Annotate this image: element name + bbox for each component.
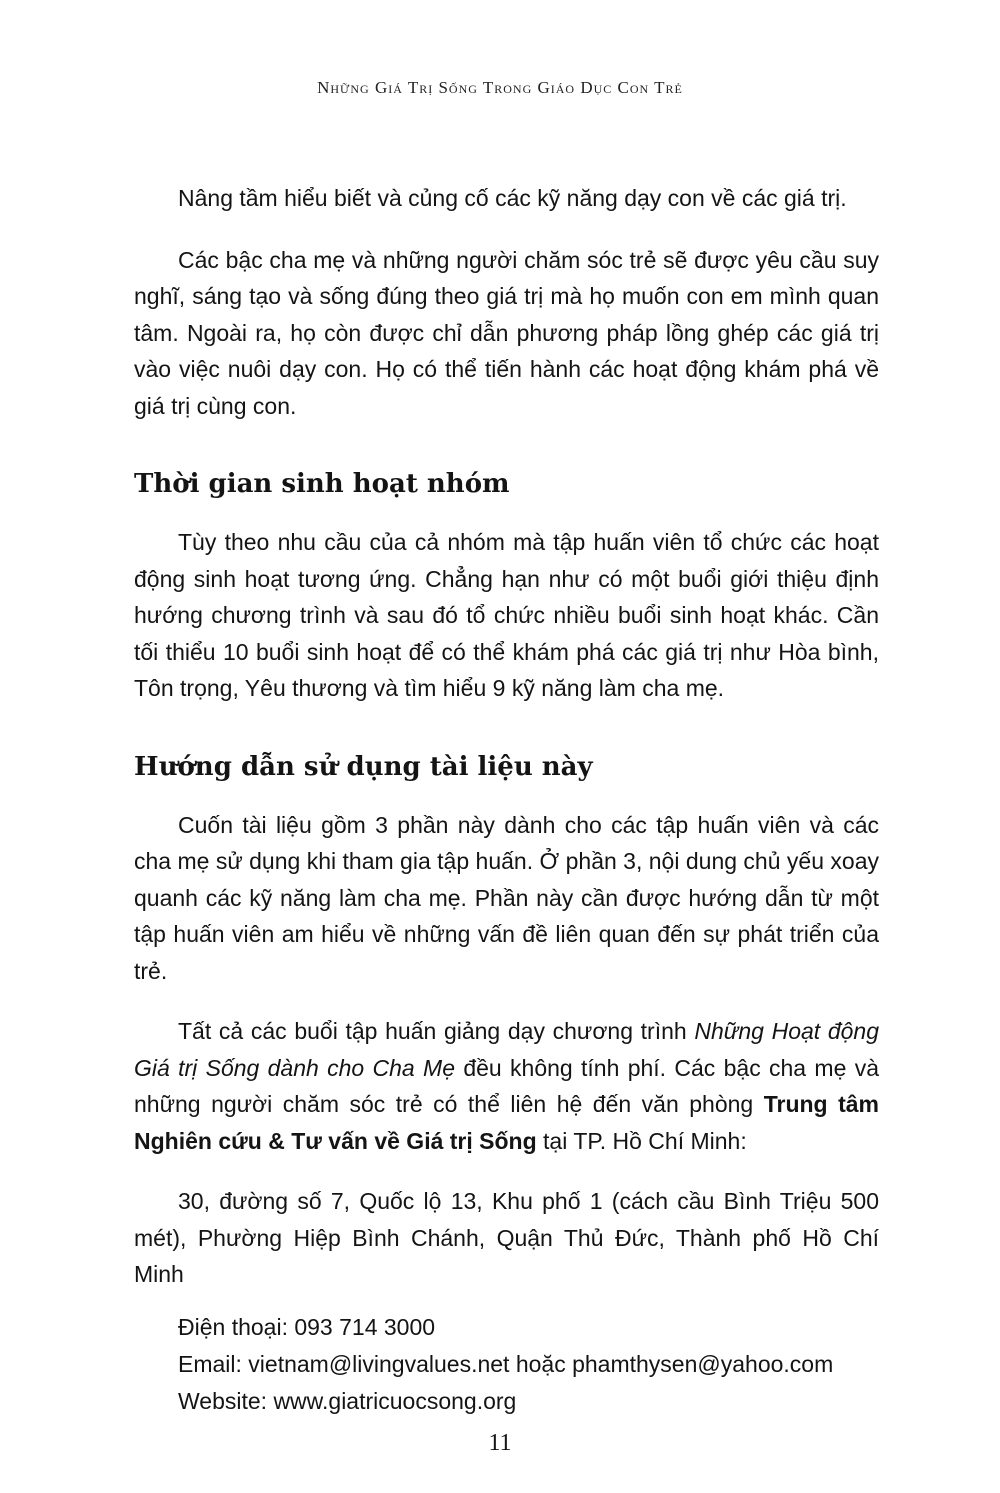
free-training-text-end: tại TP. Hồ Chí Minh: xyxy=(536,1127,747,1154)
free-training-paragraph xyxy=(134,1013,879,1159)
contact-phone: Điện thoại: 093 714 3000 xyxy=(178,1313,436,1340)
how-to-use-paragraph: Cuốn tài liệu gồm 3 phần này dành cho các tập huấn viên và các cha mẹ sử dụng khi tham gia tập huấn. Ở phần 3, nội dung chủ yếu xoay quanh các kỹ năng làm cha mẹ. Phần này cần được hướng dẫn từ một tập huấn viên am hiểu về những vấn đề liên quan đến sự phát triển của trẻ. xyxy=(134,811,879,984)
contact-email: Email: vietnam@livingvalues.net hoặc phamthysen@yahoo.com xyxy=(178,1350,834,1377)
contact-block xyxy=(134,1309,879,1420)
page-body xyxy=(134,180,879,1420)
contact-website: Website: www.giatricuocsong.org xyxy=(178,1387,517,1414)
address-paragraph: 30, đường số 7, Quốc lộ 13, Khu phố 1 (cách cầu Bình Triệu 500 mét), Phường Hiệp Bình Chánh, Quận Thủ Đức, Thành phố Hồ Chí Minh xyxy=(134,1188,879,1287)
free-training-text-start: Tất cả các buổi tập huấn giảng dạy chương trình xyxy=(178,1018,695,1044)
page-number: 11 xyxy=(488,1430,512,1456)
running-header: Những Giá Trị Sống Trong Giáo Dục Con Trẻ xyxy=(317,78,683,97)
free-training-text-mid: đều không tính phí. Các bậc cha mẹ và những người chăm sóc trẻ có thể liên hệ đến văn phòng xyxy=(134,1054,879,1117)
section-heading-how-to-use: Hướng dẫn sử dụng tài liệu này xyxy=(134,751,593,782)
section-heading-group-time: Thời gian sinh hoạt nhóm xyxy=(134,469,510,499)
intro-line: Nâng tầm hiểu biết và củng cố các kỹ năng dạy con về các giá trị. xyxy=(178,185,847,211)
intro-paragraph: Các bậc cha mẹ và những người chăm sóc trẻ sẽ được yêu cầu suy nghĩ, sáng tạo và sống đúng theo giá trị mà họ muốn con em mình quan tâm. Ngoài ra, họ còn được chỉ dẫn phương pháp lồng ghép các giá trị vào việc nuôi dạy con. Họ có thể tiến hành các hoạt động khám phá về giá trị cùng con. xyxy=(134,246,879,419)
program-title: Những Hoạt động Giá trị Sống dành cho Cha Mẹ xyxy=(134,1018,880,1081)
center-name: Trung tâm Nghiên cứu & Tư vấn về Giá trị Sống xyxy=(134,1091,880,1154)
group-time-paragraph: Tùy theo nhu cầu của cả nhóm mà tập huấn viên tổ chức các hoạt động sinh hoạt tương ứng. Chẳng hạn như có một buổi giới thiệu định hướng chương trình và sau đó tổ chức nhiều buổi sinh hoạt khác. Cần tối thiểu 10 buổi sinh hoạt để có thể khám phá các giá trị như Hòa bình, Tôn trọng, Yêu thương và tìm hiểu 9 kỹ năng làm cha mẹ. xyxy=(134,529,879,701)
